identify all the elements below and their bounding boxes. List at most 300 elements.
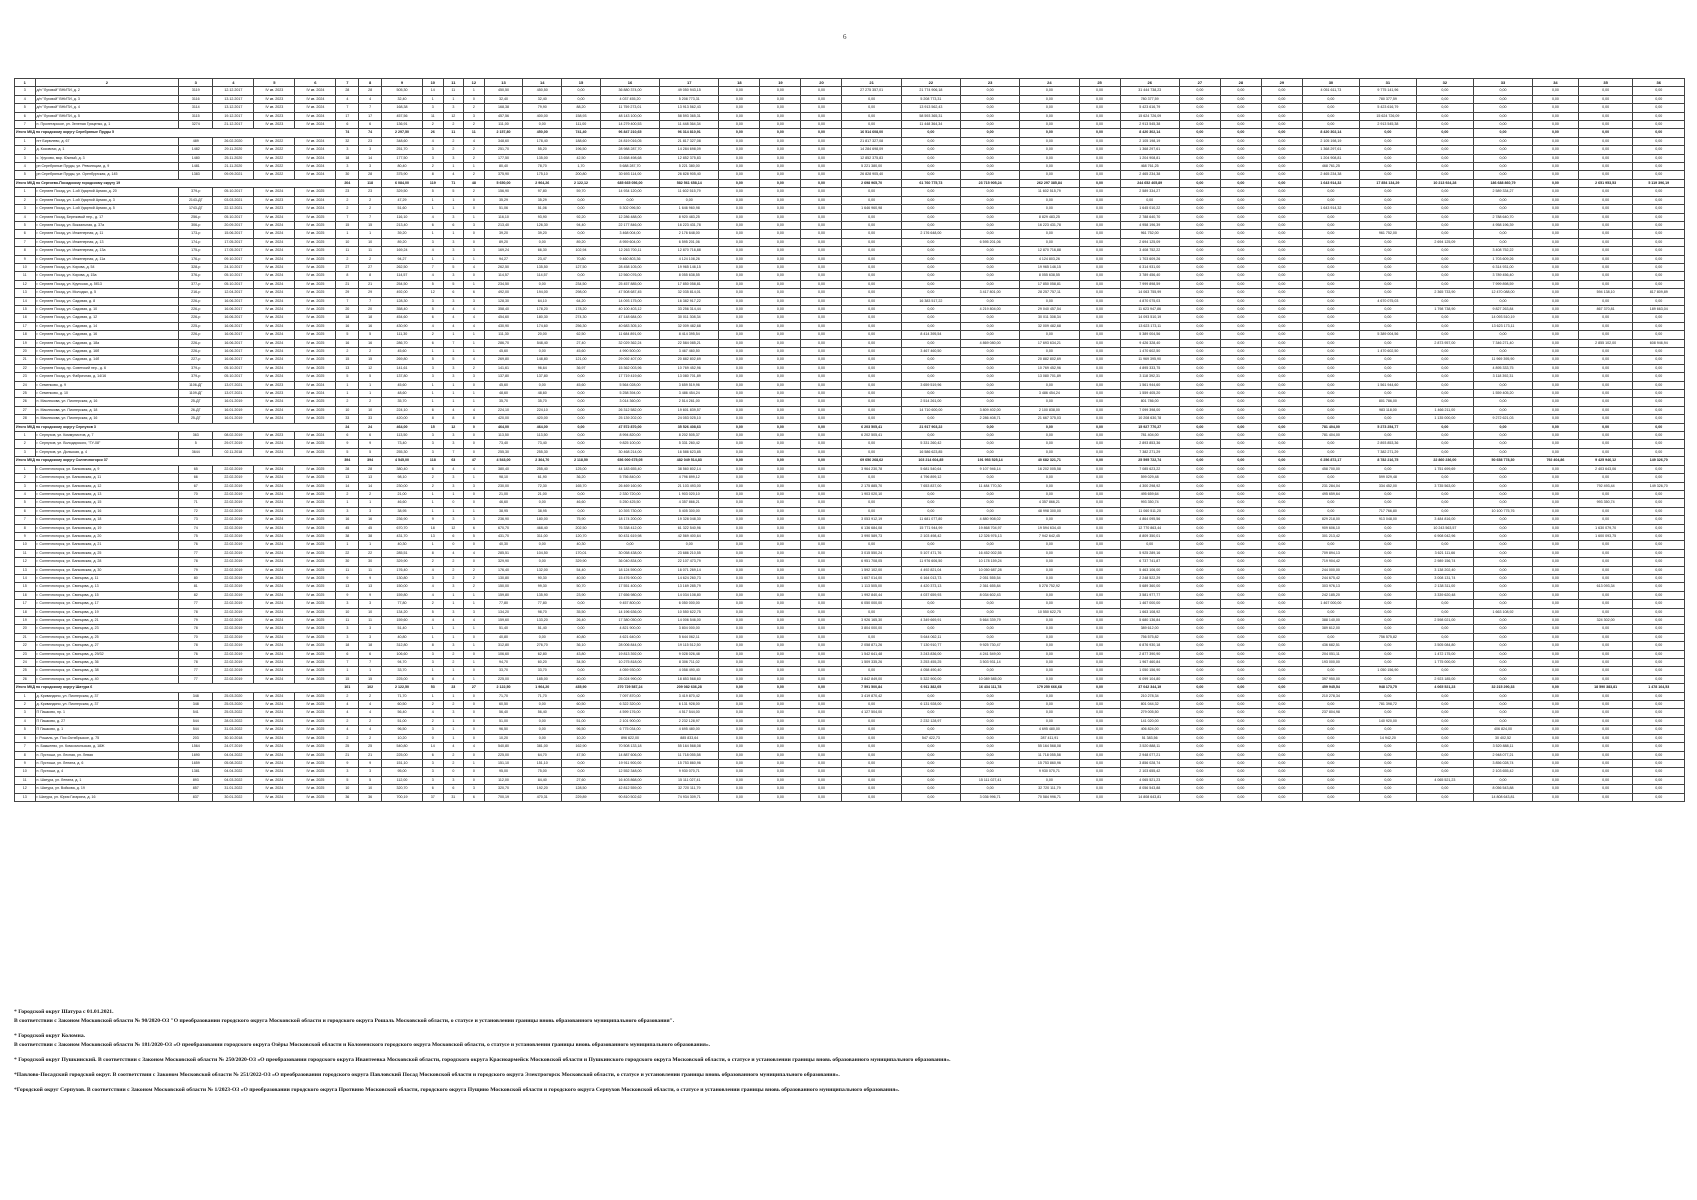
table-cell: 13 623 173,11 xyxy=(1473,322,1532,330)
table-cell: 3 503 931,14 xyxy=(961,659,1020,667)
table-cell: 6 314 931,00 xyxy=(1120,263,1179,271)
table-cell: 13 xyxy=(15,793,36,801)
address-cell: п. Шатура, ул. Войкова, д. 19 xyxy=(35,785,179,793)
table-cell: 0,00 xyxy=(1473,474,1532,482)
table-cell: 3 842 849,00 xyxy=(842,675,901,683)
table-cell: 0 xyxy=(443,541,464,549)
table-cell: 0,00 xyxy=(1220,474,1261,482)
table-cell: 0,00 xyxy=(1020,516,1079,524)
table-cell: 102,94 xyxy=(562,247,601,255)
table-cell: 0,00 xyxy=(961,381,1020,389)
table-cell: 0 xyxy=(464,272,485,280)
table-cell: 0,00 xyxy=(801,163,842,171)
table-cell: 0,00 xyxy=(1633,524,1685,532)
column-number-cell: 21 xyxy=(842,79,901,87)
table-cell: 8 414 395,54 xyxy=(901,331,960,339)
table-cell: 0,00 xyxy=(842,289,901,297)
table-cell: 149 326,70 xyxy=(1633,457,1685,465)
table-cell: 08.02.2019 xyxy=(213,432,254,440)
table-cell: 25 xyxy=(15,667,36,675)
footnote-text: *Павлово-Посадский городской округ. В соответствии с Законом Московской области № 251/2022-ОЗ «О преобразовании городского округа Павловский Посад Московской области и городского округа Электрогорск Московской области, о статусе и установлении границы вновь образованного муниципального образования». xyxy=(14,1072,840,1078)
table-cell: 6 xyxy=(336,650,359,658)
table-cell: 0,00 xyxy=(1261,146,1302,154)
table-cell: 0,00 xyxy=(1261,558,1302,566)
table-cell: 0,00 xyxy=(842,751,901,759)
table-cell: 11 xyxy=(15,776,36,784)
table-cell: 176,40 xyxy=(484,566,523,574)
table-cell: 102 xyxy=(359,684,382,692)
column-number-cell: 2 xyxy=(35,79,179,87)
table-cell: IV кв. 2025 xyxy=(295,398,336,406)
table-cell: 0,00 xyxy=(719,692,760,700)
table-cell: 6 xyxy=(359,650,382,658)
table-cell: 128,30 xyxy=(382,297,423,305)
table-cell: IV кв. 2023 xyxy=(254,205,295,213)
table-cell: 2 877 390,90 xyxy=(1120,650,1179,658)
table-cell: 0,00 xyxy=(961,709,1020,717)
table-cell: 482 049 514,83 xyxy=(660,457,719,465)
table-cell: 7 xyxy=(336,104,359,112)
table-cell: 0,00 xyxy=(801,305,842,313)
table-cell: IV кв. 2025 xyxy=(295,221,336,229)
table-cell: 0,00 xyxy=(1220,213,1261,221)
table-cell: IV кв. 2024 xyxy=(254,709,295,717)
table-cell: 0,00 xyxy=(1179,709,1220,717)
table-row xyxy=(15,448,1685,456)
table-cell: 0,00 xyxy=(1359,163,1416,171)
table-cell: 114,57 xyxy=(382,272,423,280)
table-cell: 0,00 xyxy=(1633,625,1685,633)
table-cell: 0,00 xyxy=(1220,238,1261,246)
table-cell: 0,00 xyxy=(842,188,901,196)
table-cell: 0,00 xyxy=(1220,423,1261,431)
table-cell: 2 xyxy=(359,205,382,213)
table-cell: 0,00 xyxy=(1533,751,1579,759)
table-row xyxy=(15,289,1685,297)
table-cell: 4 065 521,23 xyxy=(1416,684,1473,692)
table-cell: 0,00 xyxy=(801,205,842,213)
table-cell: 0,00 xyxy=(523,238,562,246)
table-cell: 111,30 xyxy=(382,331,423,339)
table-cell: IV кв. 2025 xyxy=(295,541,336,549)
table-cell: 256-р xyxy=(179,213,213,221)
table-cell: 0,00 xyxy=(1220,137,1261,145)
table-cell: 0,00 xyxy=(1578,743,1633,751)
table-cell: 0,00 xyxy=(1578,776,1633,784)
table-cell: 0,00 xyxy=(760,675,801,683)
table-cell: 0 xyxy=(464,734,485,742)
table-cell: 1 xyxy=(359,499,382,507)
table-cell: 0,00 xyxy=(1578,230,1633,238)
table-cell: 0,00 xyxy=(1633,642,1685,650)
table-cell: 0,00 xyxy=(842,608,901,616)
table-cell: 0,00 xyxy=(562,230,601,238)
table-cell: 0,00 xyxy=(1079,558,1120,566)
table-cell: 719 904,42 xyxy=(1302,558,1359,566)
table-cell: 39,20 xyxy=(382,230,423,238)
table-cell: 5 322 900,00 xyxy=(901,675,960,683)
table-cell: 40,30 xyxy=(484,541,523,549)
table-cell: 4 xyxy=(15,717,36,725)
table-cell: 0,00 xyxy=(1179,364,1220,372)
table-cell: 0,00 xyxy=(1179,196,1220,204)
table-cell: 25 xyxy=(336,743,359,751)
table-cell: 0,00 xyxy=(901,793,960,801)
table-cell: 0,00 xyxy=(1261,390,1302,398)
address-cell: г. Сергиев Посад, ул. Инженерная, д. 11а xyxy=(35,255,179,263)
table-cell: 431,70 xyxy=(484,532,523,540)
table-cell: 30 402,52 xyxy=(1473,734,1532,742)
table-cell: 14 710 600,00 xyxy=(901,406,960,414)
table-cell: 28 xyxy=(359,465,382,473)
table-cell: 3 990 589,73 xyxy=(842,532,901,540)
address-cell: г. Солнечногорск, ул. Свинцова, д. 23 xyxy=(35,625,179,633)
table-cell: 111,00 xyxy=(484,121,523,129)
table-cell: IV кв. 2024 xyxy=(254,726,295,734)
table-cell: 0,00 xyxy=(901,759,960,767)
table-cell: 45,60 xyxy=(484,348,523,356)
table-cell: 93,90 xyxy=(523,213,562,221)
address-cell: г. Сергиев Посад, ул. Крупская, д. 5б13 xyxy=(35,280,179,288)
table-cell: 0,00 xyxy=(760,272,801,280)
table-cell: 32 215 290,33 xyxy=(1473,684,1532,692)
table-cell: 0,00 xyxy=(1359,675,1416,683)
table-cell: 0,00 xyxy=(1473,591,1532,599)
table-cell: 46,60 xyxy=(562,499,601,507)
table-cell: 0,00 xyxy=(961,743,1020,751)
table-cell: 10 550 622,75 xyxy=(1020,608,1079,616)
footnote-text: *Городской округ Серпухов. В соответствии с Законом Московской области № 1/2023-ОЗ «О преобразовании городского округа Протвино Московской области, городского округа Пущино Московской области и городского округа Серпухов Московской области, о статусе и установлении границы вновь образованного муниципального образования». xyxy=(14,1087,900,1093)
table-cell: 10 178 159,24 xyxy=(961,558,1020,566)
table-cell: 0,00 xyxy=(760,196,801,204)
table-cell: 1 xyxy=(359,667,382,675)
table-cell: 1 703 609,26 xyxy=(1473,255,1532,263)
table-cell: 5 xyxy=(423,356,444,364)
table-cell: 0,00 xyxy=(760,642,801,650)
table-cell: 0,00 xyxy=(760,734,801,742)
table-cell: 2 xyxy=(336,717,359,725)
table-cell: 69 656 268,62 xyxy=(842,457,901,465)
table-cell: 0,00 xyxy=(1179,457,1220,465)
table-cell: 0,00 xyxy=(1179,356,1220,364)
table-cell: 3 xyxy=(15,205,36,213)
table-cell: 5 xyxy=(336,448,359,456)
table-cell: 5 250 425,50 xyxy=(600,499,659,507)
table-cell: 0,00 xyxy=(760,482,801,490)
table-cell: 1 903 020,10 xyxy=(842,490,901,498)
table-cell: 3 xyxy=(15,482,36,490)
table-cell: 0,00 xyxy=(901,743,960,751)
table-cell: 16 xyxy=(15,591,36,599)
table-cell: 188,60 xyxy=(562,137,601,145)
column-number-cell: 11 xyxy=(443,79,464,87)
table-cell: 5 xyxy=(15,171,36,179)
table-cell: 8 xyxy=(423,171,444,179)
table-cell: 17 719 419,60 xyxy=(600,373,659,381)
table-cell: 0,00 xyxy=(1261,675,1302,683)
table-cell: 1 368 297,61 xyxy=(1120,146,1179,154)
table-cell: 1 xyxy=(464,255,485,263)
table-cell: 0,00 xyxy=(1261,499,1302,507)
table-cell: 15 624 726,09 xyxy=(1359,112,1416,120)
table-cell: 0,00 xyxy=(1633,146,1685,154)
table-cell: 13 xyxy=(359,583,382,591)
table-cell: 468 761,25 xyxy=(1302,163,1359,171)
table-cell: 16.01.2019 xyxy=(213,415,254,423)
table-cell: 244 000,00 xyxy=(1302,566,1359,574)
table-cell: 700,19 xyxy=(484,793,523,801)
table-cell: IV кв. 2025 xyxy=(295,751,336,759)
table-cell: IV кв. 2025 xyxy=(295,272,336,280)
table-cell: IV кв. 2022 xyxy=(254,154,295,162)
table-cell: 11 969 395,90 xyxy=(1473,356,1532,364)
table-cell: 1480 xyxy=(179,154,213,162)
table-cell: 22.02.2019 xyxy=(213,583,254,591)
table-cell: 1106-ДГ xyxy=(179,381,213,389)
table-cell: 4 065 521,23 xyxy=(1416,776,1473,784)
table-cell: 0,00 xyxy=(961,768,1020,776)
table-cell: 0,00 xyxy=(1533,717,1579,725)
address-cell: г. Сергиев Посад, ул. Вокзальная, д. 37а xyxy=(35,221,179,229)
table-row xyxy=(15,263,1685,271)
table-cell: 0,00 xyxy=(1473,490,1532,498)
table-cell: 0,00 xyxy=(1633,759,1685,767)
table-cell: IV кв. 2022 xyxy=(254,163,295,171)
table-cell: 1 xyxy=(464,348,485,356)
table-cell: 0,00 xyxy=(961,490,1020,498)
table-cell: 13 623 173,11 xyxy=(1120,322,1179,330)
table-cell: 28 257 757,11 xyxy=(1020,289,1079,297)
table-cell: 0,00 xyxy=(1578,667,1633,675)
table-cell: IV кв. 2024 xyxy=(254,280,295,288)
table-cell: 431,70 xyxy=(382,532,423,540)
table-cell: 0,00 xyxy=(1261,482,1302,490)
table-cell: 0,00 xyxy=(1302,238,1359,246)
table-cell: 11 484 770,30 xyxy=(961,482,1020,490)
table-cell: 14 xyxy=(15,297,36,305)
table-cell: 0,00 xyxy=(719,608,760,616)
table-cell: 81 xyxy=(179,583,213,591)
table-cell: 0,00 xyxy=(719,701,760,709)
table-cell: 0,00 xyxy=(1179,524,1220,532)
table-cell: 0,00 xyxy=(1020,692,1079,700)
table-cell: 2 xyxy=(423,474,444,482)
table-row xyxy=(15,558,1685,566)
table-cell: 0,00 xyxy=(1261,163,1302,171)
table-cell: 0,00 xyxy=(1020,482,1079,490)
table-cell: 0,00 xyxy=(1261,272,1302,280)
table-cell: 495 659,64 xyxy=(1120,490,1179,498)
address-cell: г. Солнечногорск, ул. Свинцова, д. 17 xyxy=(35,600,179,608)
table-cell: 17 xyxy=(15,322,36,330)
table-cell: 0,00 xyxy=(1633,163,1685,171)
table-cell: 0,00 xyxy=(760,339,801,347)
table-cell: IV кв. 2025 xyxy=(295,692,336,700)
table-cell: 4 869 080,00 xyxy=(961,339,1020,347)
table-cell: IV кв. 2023 xyxy=(254,104,295,112)
table-cell: 16 383 517,22 xyxy=(901,297,960,305)
table-cell: 0,00 xyxy=(1020,776,1079,784)
table-cell: 0,00 xyxy=(1220,432,1261,440)
address-cell: г. Серпухов, ул. Дольская, д. 4 xyxy=(35,448,179,456)
table-cell: 0,00 xyxy=(1220,263,1261,271)
table-cell: 5 423 616,79 xyxy=(1120,104,1179,112)
table-row xyxy=(15,549,1685,557)
table-cell: 388 140,00 xyxy=(1302,617,1359,625)
table-cell: 29 092 407,00 xyxy=(600,356,659,364)
table-row xyxy=(15,364,1685,372)
table-cell: 4 xyxy=(443,314,464,322)
table-cell: 135,50 xyxy=(523,263,562,271)
table-cell: 0,00 xyxy=(1179,549,1220,557)
table-cell: 28.03.2022 xyxy=(213,717,254,725)
table-cell: 2 873 957,00 xyxy=(1416,339,1473,347)
table-cell: 0,00 xyxy=(801,297,842,305)
table-cell: 0,00 xyxy=(1473,448,1532,456)
table-cell: 9 xyxy=(336,759,359,767)
table-cell: 151,10 xyxy=(484,759,523,767)
table-cell: 1481 xyxy=(179,163,213,171)
table-cell: 0,00 xyxy=(1220,541,1261,549)
table-cell: 0,00 xyxy=(842,448,901,456)
table-cell: 0,00 xyxy=(801,474,842,482)
table-cell: 0,00 xyxy=(1359,776,1416,784)
table-row xyxy=(15,112,1685,120)
table-cell: 0,00 xyxy=(1020,633,1079,641)
table-cell: 89,20 xyxy=(484,238,523,246)
table-cell: 4 895 333,75 xyxy=(1473,364,1532,372)
table-cell: 13 169 285,79 xyxy=(660,583,719,591)
address-cell: г. Солнечногорск, ул. Банковская, д. 12 xyxy=(35,482,179,490)
table-cell: 0,00 xyxy=(760,154,801,162)
table-cell: 0,00 xyxy=(1473,776,1532,784)
table-cell: 12 xyxy=(15,280,36,288)
table-cell: 2 989 156,74 xyxy=(1416,558,1473,566)
table-cell: 4 xyxy=(464,305,485,313)
table-cell: 9 xyxy=(336,574,359,582)
table-cell: 15 xyxy=(359,675,382,683)
table-cell: 2 xyxy=(423,717,444,725)
table-cell: 0,00 xyxy=(1302,255,1359,263)
table-cell: 3 xyxy=(423,759,444,767)
table-cell: 0,00 xyxy=(1359,188,1416,196)
table-cell: 0,00 xyxy=(1220,129,1261,137)
column-number-cell: 33 xyxy=(1473,79,1532,87)
table-cell: 329,90 xyxy=(562,558,601,566)
table-cell: 3 xyxy=(336,633,359,641)
table-cell: 0,00 xyxy=(1179,675,1220,683)
table-cell: 4 124 803,26 xyxy=(1020,255,1079,263)
table-cell: 47 572 870,00 xyxy=(600,423,659,431)
table-cell: IV кв. 2024 xyxy=(254,314,295,322)
table-cell: 0,00 xyxy=(1578,322,1633,330)
table-cell: 234,50 xyxy=(484,280,523,288)
table-cell: 0,00 xyxy=(842,390,901,398)
table-cell: 0,00 xyxy=(801,785,842,793)
table-cell: 0,00 xyxy=(842,381,901,389)
table-cell: 59,70 xyxy=(562,188,601,196)
table-cell: IV кв. 2024 xyxy=(254,541,295,549)
table-cell: 599 029,48 xyxy=(1359,474,1416,482)
table-cell: 8 809 350,01 xyxy=(1120,532,1179,540)
table-cell: 11 xyxy=(443,129,464,137)
table-cell: 3 468 004,00 xyxy=(600,230,659,238)
table-cell: 0,00 xyxy=(1533,482,1579,490)
table-cell: 0,00 xyxy=(1302,314,1359,322)
table-cell: 106,60 xyxy=(484,650,523,658)
table-cell: 6 xyxy=(464,289,485,297)
table-cell: 0,00 xyxy=(1533,659,1579,667)
table-cell: IV кв. 2025 xyxy=(295,305,336,313)
table-cell: 0,00 xyxy=(801,490,842,498)
table-cell: 306-р xyxy=(179,221,213,229)
table-cell: IV кв. 2024 xyxy=(254,465,295,473)
table-cell: 31.03.2022 xyxy=(213,726,254,734)
table-cell: 0,00 xyxy=(1359,768,1416,776)
table-cell: 0,00 xyxy=(961,255,1020,263)
table-cell: 0,00 xyxy=(801,465,842,473)
table-cell: 0,00 xyxy=(1179,625,1220,633)
table-row xyxy=(15,633,1685,641)
table-cell: 0,00 xyxy=(760,415,801,423)
table-cell: 225,00 xyxy=(484,675,523,683)
table-cell: 0,00 xyxy=(1302,121,1359,129)
footnote-text: * Городской округ Пушкинский. В соответствии с Законом Московской области № 250/2020-ОЗ «О преобразовании городского округа Ивантеевка Московской области, городского округа Красноармейск Московской области и Пушкинского городского округа Московской области, о статусе и установлении границы вновь образованного муниципального образования». xyxy=(14,1057,951,1063)
table-cell: 0,00 xyxy=(1179,322,1220,330)
table-cell: 0,00 xyxy=(1473,574,1532,582)
table-cell: 0,00 xyxy=(1473,137,1532,145)
table-cell: 0,00 xyxy=(1220,305,1261,313)
table-cell: 0,00 xyxy=(1220,507,1261,515)
table-cell: 0,00 xyxy=(1533,524,1579,532)
table-cell: 3 xyxy=(464,516,485,524)
table-cell: 1 xyxy=(443,398,464,406)
table-cell: IV кв. 2025 xyxy=(295,465,336,473)
table-cell: 1 646 960,98 xyxy=(660,205,719,213)
table-cell: 1 478 164,53 xyxy=(1633,684,1685,692)
table-cell: 0,00 xyxy=(1020,137,1079,145)
address-cell: г. Сергиев Посад, ул. Садовая, д. 12 xyxy=(35,314,179,322)
table-cell: 14 xyxy=(15,574,36,582)
table-cell: 0,00 xyxy=(1179,146,1220,154)
table-cell: 42,50 xyxy=(562,154,601,162)
table-row xyxy=(15,255,1685,263)
table-cell: 13.07.2021 xyxy=(213,390,254,398)
table-cell: 8 920 483,25 xyxy=(660,213,719,221)
table-cell: IV кв. 2025 xyxy=(295,230,336,238)
table-cell: 0,00 xyxy=(1578,549,1633,557)
table-cell: 16 586 623,85 xyxy=(660,448,719,456)
table-cell: 0,00 xyxy=(801,743,842,751)
table-cell: 0,00 xyxy=(801,364,842,372)
table-cell: IV кв. 2025 xyxy=(295,524,336,532)
table-cell: 0,00 xyxy=(760,205,801,213)
table-cell: 16.06.2017 xyxy=(213,356,254,364)
table-cell: 0,00 xyxy=(1302,734,1359,742)
table-row xyxy=(15,591,1685,599)
table-cell: 0,00 xyxy=(1020,171,1079,179)
table-cell: 203 xyxy=(179,734,213,742)
table-cell: 10 208 630,78 xyxy=(1120,415,1179,423)
table-cell: 75,00 xyxy=(523,768,562,776)
address-cell: д/п "Луговой" ВНИТИ, д. 5 xyxy=(35,112,179,120)
table-cell: 0,00 xyxy=(1578,701,1633,709)
table-cell: 0,00 xyxy=(901,322,960,330)
table-cell: 8 829 483,25 xyxy=(1020,213,1079,221)
table-cell: 0,00 xyxy=(1578,272,1633,280)
table-cell: 0,00 xyxy=(1578,247,1633,255)
table-cell: 0,00 xyxy=(760,381,801,389)
